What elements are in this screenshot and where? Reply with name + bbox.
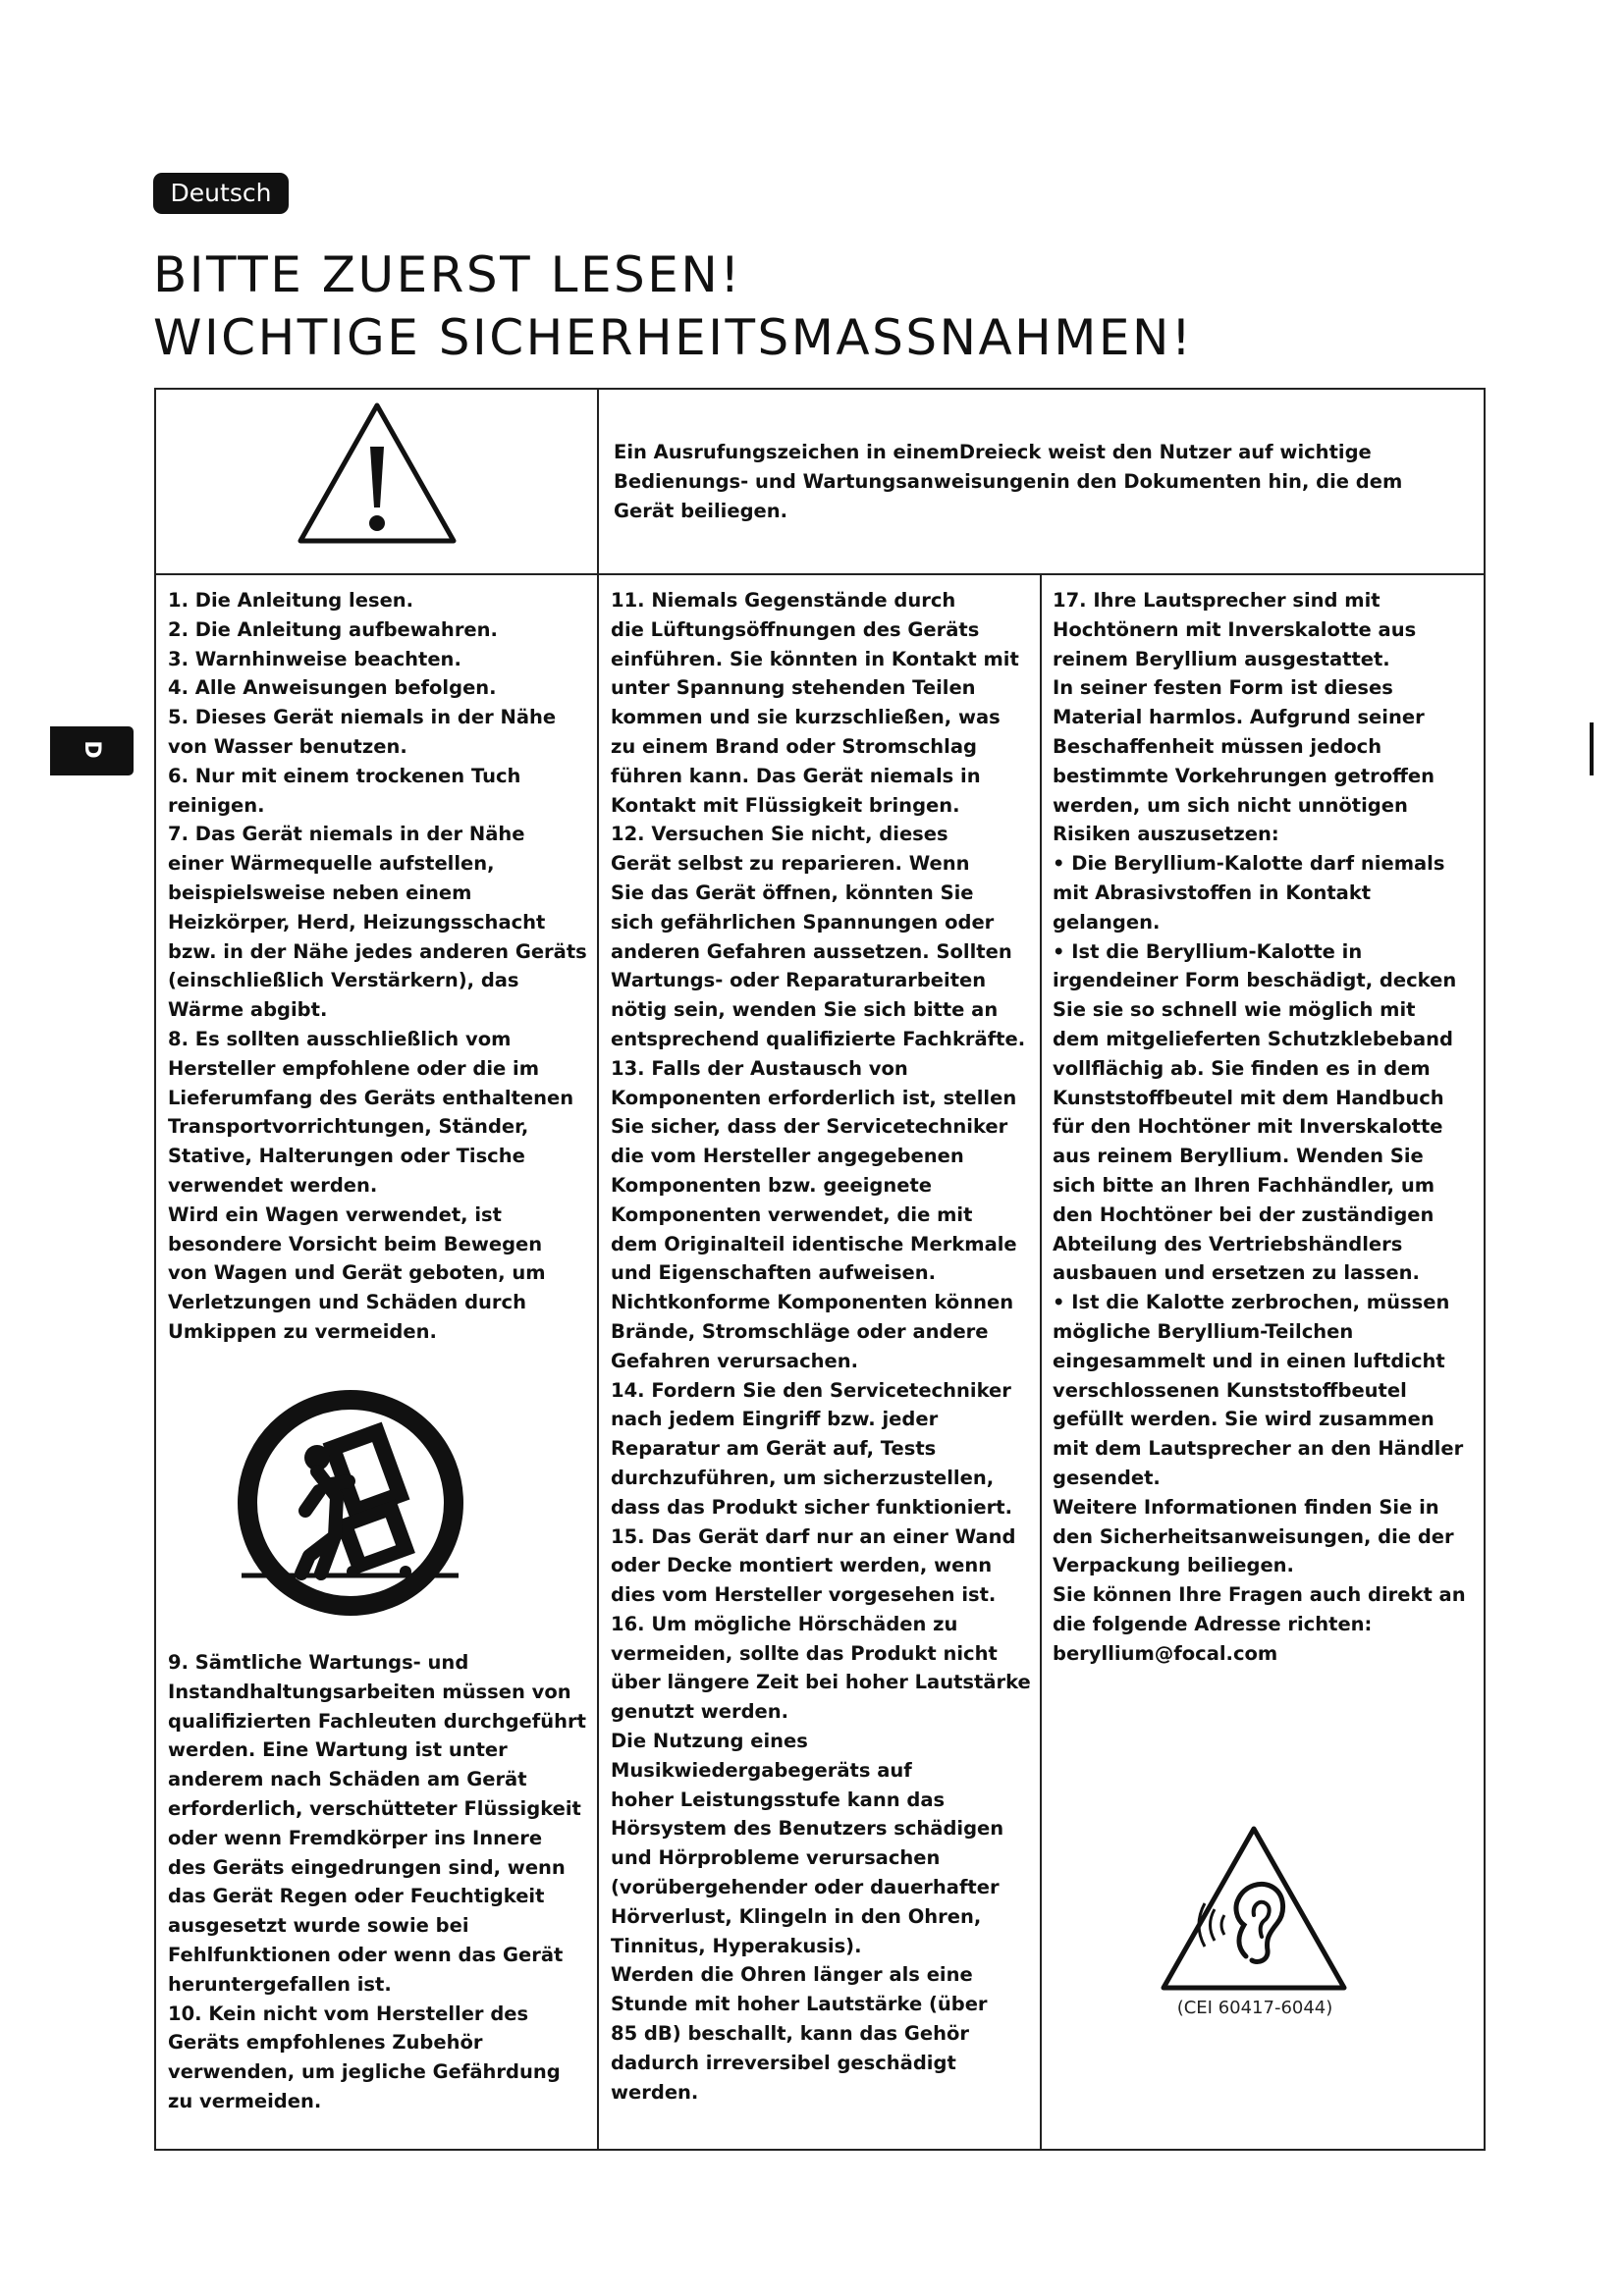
text-line: 10. Kein nicht vom Hersteller des [168, 2002, 529, 2025]
text-line: den Sicherheitsanweisungen, die der [1053, 1524, 1454, 1548]
text-line: 11. Niemals Gegenstände durch [611, 589, 956, 612]
text-line: 3. Warnhinweise beachten. [168, 647, 461, 670]
text-line: Sie sicher, dass der Servicetechniker [611, 1115, 1008, 1139]
text-line: dadurch irreversibel geschädigt [611, 2051, 956, 2074]
text-line: 5. Dieses Gerät niemals in der Nähe [168, 706, 557, 729]
text-line: • Ist die Kalotte zerbrochen, müssen [1053, 1291, 1450, 1314]
text-line: Wartungs- oder Reparaturarbeiten [611, 969, 987, 992]
text-line: von Wagen und Gerät geboten, um [168, 1261, 546, 1285]
text-line: und Eigenschaften aufweisen. [611, 1261, 937, 1285]
text-line: kommen und sie kurzschließen, was [611, 706, 1001, 729]
text-line: Transportvorrichtungen, Ständer, [168, 1115, 529, 1139]
text-line: Wärme abgibt. [168, 998, 328, 1022]
title-line-1: BITTE ZUERST LESEN! [153, 246, 742, 303]
text-line: verwenden, um jegliche Gefährdung [168, 2060, 561, 2084]
text-line: nötig sein, wenden Sie sich bitte an [611, 998, 999, 1022]
text-line: Fehlfunktionen oder wenn das Gerät [168, 1943, 564, 1966]
margin-mark [1590, 722, 1594, 775]
text-line: das Gerät Regen oder Feuchtigkeit [168, 1885, 545, 1908]
text-line: Sie können Ihre Fragen auch direkt an [1053, 1583, 1466, 1607]
text-line: 4. Alle Anweisungen befolgen. [168, 676, 497, 700]
text-line: oder Decke montiert werden, wenn [611, 1554, 993, 1577]
column-divider-1 [597, 390, 599, 2149]
text-line: Gerät selbst zu reparieren. Wenn [611, 852, 970, 876]
column-1-bottom-text [168, 1648, 586, 2116]
text-line: Risiken auszusetzen: [1053, 823, 1279, 846]
text-line: anderen Gefahren aussetzen. Sollten [611, 939, 1012, 963]
warning-triangle-icon [294, 400, 460, 547]
text-line: 12. Versuchen Sie nicht, dieses [611, 823, 948, 846]
text-line: Gefahren verursachen. [611, 1349, 859, 1372]
text-line: reinem Beryllium ausgestattet. [1053, 647, 1390, 670]
column-3-text [1053, 586, 1466, 1668]
text-line: über längere Zeit bei hoher Lautstärke [611, 1671, 1031, 1694]
text-line: ausgesetzt wurde sowie bei [168, 1914, 469, 1938]
text-line: mit dem Lautsprecher an den Händler [1053, 1437, 1464, 1461]
ear-symbol-caption: (CEI 60417-6044) [1176, 1998, 1333, 2018]
text-line: (einschließlich Verstärkern), das [168, 969, 519, 992]
text-line: Stative, Halterungen oder Tische [168, 1145, 525, 1168]
text-line: Stunde mit hoher Lautstärke (über [611, 1993, 988, 2016]
text-line: 1. Die Anleitung lesen. [168, 589, 414, 612]
text-line: Bedienungs- und Wartungsanweisungenin den Dokumenten hin, die dem [614, 470, 1403, 493]
text-line: Lieferumfang des Geräts enthaltenen [168, 1086, 574, 1109]
text-line: (vorübergehender oder dauerhafter [611, 1876, 1000, 1899]
text-line: Geräts empfohlenes Zubehör [168, 2031, 483, 2055]
header-row-divider [156, 573, 1484, 575]
text-line: unter Spannung stehenden Teilen [611, 676, 976, 700]
side-tab-label: D [80, 740, 104, 759]
text-line: Ein Ausrufungszeichen in einemDreieck weist den Nutzer auf wichtige [614, 441, 1372, 463]
text-line: Instandhaltungsarbeiten müssen von [168, 1680, 571, 1703]
text-line: ausbauen und ersetzen zu lassen. [1053, 1261, 1420, 1285]
text-line: vermeiden, sollte das Produkt nicht [611, 1641, 998, 1665]
text-line: führen kann. Das Gerät niemals in [611, 764, 981, 787]
text-line: Kunststoffbeutel mit dem Handbuch [1053, 1086, 1444, 1109]
warning-note [614, 438, 1402, 526]
text-line: aus reinem Beryllium. Wenden Sie [1053, 1145, 1424, 1168]
text-line: genutzt werden. [611, 1700, 789, 1724]
text-line: Verpackung beiliegen. [1053, 1554, 1294, 1577]
text-line: dem mitgelieferten Schutzklebeband [1053, 1027, 1453, 1050]
text-line: hoher Leistungsstufe kann das [611, 1788, 946, 1811]
text-line: 9. Sämtliche Wartungs- und [168, 1651, 469, 1674]
text-line: heruntergefallen ist. [168, 1972, 392, 1996]
text-line: gesendet. [1053, 1466, 1161, 1489]
text-line: Hochtönern mit Inverskalotte aus [1053, 617, 1417, 641]
text-line: 14. Fordern Sie den Servicetechniker [611, 1378, 1011, 1402]
text-line: Die Nutzung eines [611, 1730, 808, 1753]
text-line: 17. Ihre Lautsprecher sind mit [1053, 589, 1380, 612]
hearing-damage-warning-icon [1156, 1821, 1352, 1998]
text-line: von Wasser benutzen. [168, 734, 407, 758]
text-line: den Hochtöner bei der zuständigen [1053, 1202, 1435, 1226]
text-line: sich bitte an Ihren Fachhändler, um [1053, 1173, 1435, 1197]
text-line: des Geräts eingedrungen sind, wenn [168, 1855, 566, 1879]
text-line: irgendeiner Form beschädigt, decken [1053, 969, 1457, 992]
page-title [153, 243, 1193, 369]
text-line: zu einem Brand oder Stromschlag [611, 734, 977, 758]
text-line: Hörsystem des Benutzers schädigen [611, 1817, 1004, 1841]
text-line: werden, um sich nicht unnötigen [1053, 793, 1408, 817]
text-line: bestimmte Vorkehrungen getroffen [1053, 764, 1435, 787]
text-line: durchzuführen, um sicherzustellen, [611, 1466, 995, 1489]
text-line: 6. Nur mit einem trockenen Tuch [168, 764, 521, 787]
text-line: qualifizierten Fachleuten durchgeführt [168, 1709, 586, 1733]
text-line: verwendet werden. [168, 1173, 378, 1197]
text-line: Brände, Stromschläge oder andere [611, 1319, 989, 1343]
text-line: Reparatur am Gerät auf, Tests [611, 1437, 937, 1461]
text-line: die vom Hersteller angegebenen [611, 1145, 964, 1168]
text-line: mögliche Beryllium-Teilchen [1053, 1319, 1354, 1343]
text-line: entsprechend qualifizierte Fachkräfte. [611, 1027, 1026, 1050]
text-line: 8. Es sollten ausschließlich vom [168, 1027, 512, 1050]
text-line: 7. Das Gerät niemals in der Nähe [168, 823, 525, 846]
text-line: die Lüftungsöffnungen des Geräts [611, 617, 980, 641]
text-line: 13. Falls der Austausch von [611, 1056, 908, 1080]
text-line: • Die Beryllium-Kalotte darf niemals [1053, 852, 1445, 876]
text-line: Nichtkonforme Komponenten können [611, 1291, 1014, 1314]
text-line: dies vom Hersteller vorgesehen ist. [611, 1583, 997, 1607]
text-line: Abteilung des Vertriebshändlers [1053, 1232, 1403, 1255]
text-line: 15. Das Gerät darf nur an einer Wand [611, 1524, 1016, 1548]
text-line: dem Originalteil identische Merkmale [611, 1232, 1017, 1255]
text-line: Umkippen zu vermeiden. [168, 1319, 437, 1343]
text-line: einer Wärmequelle aufstellen, [168, 852, 495, 876]
text-line: • Ist die Beryllium-Kalotte in [1053, 939, 1363, 963]
text-line: In seiner festen Form ist dieses [1053, 676, 1393, 700]
safety-instructions-table [154, 388, 1486, 2151]
text-line: gelangen. [1053, 910, 1161, 934]
text-line: besondere Vorsicht beim Bewegen [168, 1232, 543, 1255]
text-line: 2. Die Anleitung aufbewahren. [168, 617, 498, 641]
text-line: einführen. Sie könnten in Kontakt mit [611, 647, 1019, 670]
text-line: Wird ein Wagen verwendet, ist [168, 1202, 502, 1226]
text-line: Musikwiedergabegeräts auf [611, 1758, 912, 1782]
column-1-top-text [168, 586, 587, 1347]
text-line: verschlossenen Kunststoffbeutel [1053, 1378, 1407, 1402]
text-line: Verletzungen und Schäden durch [168, 1291, 526, 1314]
text-line: beryllium@focal.com [1053, 1641, 1278, 1665]
text-line: eingesammelt und in einen luftdicht [1053, 1349, 1445, 1372]
text-line: mit Abrasivstoffen in Kontakt [1053, 881, 1372, 904]
text-line: Werden die Ohren länger als eine [611, 1963, 973, 1987]
text-line: 16. Um mögliche Hörschäden zu [611, 1612, 958, 1635]
text-line: Hersteller empfohlene oder die im [168, 1056, 540, 1080]
text-line: anderem nach Schäden am Gerät [168, 1768, 527, 1791]
text-line: beispielsweise neben einem [168, 881, 472, 904]
text-line: Beschaffenheit müssen jedoch [1053, 734, 1382, 758]
language-side-tab [50, 726, 134, 775]
text-line: Hörverlust, Klingeln in den Ohren, [611, 1904, 982, 1928]
text-line: Gerät beiliegen. [614, 500, 788, 522]
text-line: Kontakt mit Flüssigkeit bringen. [611, 793, 960, 817]
text-line: Tinnitus, Hyperakusis). [611, 1934, 862, 1957]
column-2-text [611, 586, 1031, 2107]
text-line: werden. Eine Wartung ist unter [168, 1738, 508, 1762]
text-line: Komponenten verwendet, die mit [611, 1202, 973, 1226]
text-line: oder wenn Fremdkörper ins Innere [168, 1826, 543, 1849]
text-line: reinigen. [168, 793, 265, 817]
text-line: 85 dB) beschallt, kann das Gehör [611, 2022, 970, 2046]
text-line: sich gefährlichen Spannungen oder [611, 910, 995, 934]
text-line: bzw. in der Nähe jedes anderen Geräts [168, 939, 587, 963]
no-cart-tipping-icon [237, 1389, 464, 1617]
text-line: Heizkörper, Herd, Heizungsschacht [168, 910, 546, 934]
text-line: Komponenten bzw. geeignete [611, 1173, 933, 1197]
column-divider-2 [1040, 574, 1042, 2149]
text-line: und Hörprobleme verursachen [611, 1846, 941, 1870]
text-line: zu vermeiden. [168, 2089, 322, 2112]
text-line: erforderlich, verschütteter Flüssigkeit [168, 1796, 581, 1820]
text-line: Material harmlos. Aufgrund seiner [1053, 706, 1425, 729]
text-line: werden. [611, 2080, 699, 2104]
text-line: Sie das Gerät öffnen, könnten Sie [611, 881, 974, 904]
language-badge: Deutsch [153, 173, 289, 214]
text-line: für den Hochtöner mit Inverskalotte [1053, 1115, 1443, 1139]
text-line: vollflächig ab. Sie finden es in dem [1053, 1056, 1431, 1080]
text-line: Komponenten erforderlich ist, stellen [611, 1086, 1017, 1109]
text-line: Weitere Informationen finden Sie in [1053, 1495, 1439, 1519]
title-line-2: WICHTIGE SICHERHEITSMASSNAHMEN! [153, 309, 1194, 366]
text-line: die folgende Adresse richten: [1053, 1612, 1373, 1635]
text-line: dass das Produkt sicher funktioniert. [611, 1495, 1012, 1519]
text-line: gefüllt werden. Sie wird zusammen [1053, 1408, 1435, 1431]
text-line: nach jedem Eingriff bzw. jeder [611, 1408, 939, 1431]
text-line: Sie sie so schnell wie möglich mit [1053, 998, 1416, 1022]
